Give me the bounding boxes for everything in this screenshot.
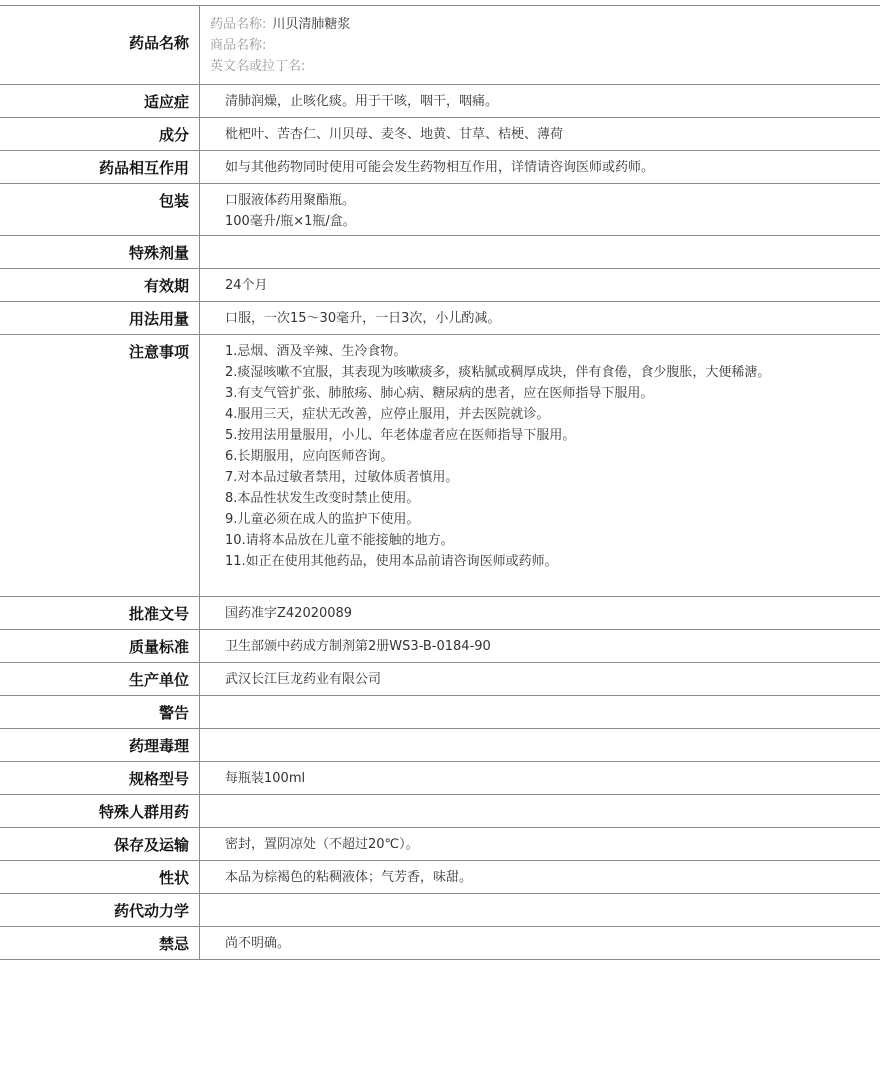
info-row-label: 保存及运输 (0, 828, 200, 860)
info-row-label: 药理毒理 (0, 729, 200, 761)
info-row-value (200, 335, 880, 596)
info-row (0, 795, 880, 828)
info-row-value (200, 729, 880, 761)
info-row-text: 100毫升/瓶×1瓶/盒。 (225, 214, 356, 229)
info-row-value (200, 894, 880, 926)
info-row-text: 24个月 (225, 278, 268, 293)
info-row-label: 特殊人群用药 (0, 795, 200, 827)
info-row-text: 口服，一次15～30毫升，一日3次，小儿酌减。 (225, 311, 501, 326)
drug-info-table (0, 5, 880, 960)
info-row-label: 禁忌 (0, 927, 200, 959)
info-row-value (200, 151, 880, 183)
info-row (0, 269, 880, 302)
info-row-label: 性状 (0, 861, 200, 893)
info-row-value (200, 795, 880, 827)
info-row-value (200, 861, 880, 893)
info-row (0, 184, 880, 236)
info-row-value (200, 828, 880, 860)
info-row-label: 成分 (0, 118, 200, 150)
info-row-value (200, 236, 880, 268)
info-row-label: 质量标准 (0, 630, 200, 662)
info-row-value (200, 184, 880, 235)
info-row-text: 每瓶装100ml (225, 771, 306, 786)
info-row (0, 118, 880, 151)
info-row-text: 3.有支气管扩张、肺脓疡、肺心病、糖尿病的患者，应在医师指导下服用。 (225, 386, 654, 401)
info-row-text: 9.儿童必须在成人的监护下使用。 (225, 512, 420, 527)
info-row-text: 如与其他药物同时使用可能会发生药物相互作用，详情请咨询医师或药师。 (225, 160, 655, 175)
info-row (0, 729, 880, 762)
info-row (0, 927, 880, 960)
info-row-value (200, 302, 880, 334)
info-row-value (200, 630, 880, 662)
info-row-value (200, 696, 880, 728)
info-row (0, 302, 880, 335)
info-row-text: 2.痰湿咳嗽不宜服，其表现为咳嗽痰多，痰粘腻或稠厚成块，伴有食倦，食少腹胀，大便稀溏。 (225, 365, 771, 380)
info-row (0, 597, 880, 630)
info-row-value (200, 118, 880, 150)
info-row-label: 规格型号 (0, 762, 200, 794)
info-row-label: 特殊剂量 (0, 236, 200, 268)
info-row-label: 适应症 (0, 85, 200, 117)
info-row-value (200, 85, 880, 117)
info-row-label: 包装 (0, 184, 200, 235)
info-row (0, 663, 880, 696)
info-row-label: 有效期 (0, 269, 200, 301)
info-row (0, 828, 880, 861)
info-row (0, 151, 880, 184)
info-row-text: 枇杷叶、苦杏仁、川贝母、麦冬、地黄、甘草、桔梗、薄荷 (225, 127, 564, 142)
info-row-label: 药品相互作用 (0, 151, 200, 183)
info-row-text: 7.对本品过敏者禁用，过敏体质者慎用。 (225, 470, 459, 485)
info-row (0, 696, 880, 729)
info-row-text: 清肺润燥，止咳化痰。用于干咳，咽干，咽痛。 (225, 94, 499, 109)
english-name-key: 英文名或拉丁名: (210, 59, 306, 74)
info-row-text: 尚不明确。 (225, 936, 291, 951)
info-row (0, 85, 880, 118)
info-row-value (200, 927, 880, 959)
info-row (0, 335, 880, 597)
english-name-line (210, 56, 870, 77)
info-row-text: 5.按用法用量服用，小儿、年老体虚者应在医师指导下服用。 (225, 428, 576, 443)
info-row-label: 用法用量 (0, 302, 200, 334)
info-row-label: 警告 (0, 696, 200, 728)
info-row-text: 武汉长江巨龙药业有限公司 (225, 672, 382, 687)
info-row-value (200, 663, 880, 695)
info-row (0, 894, 880, 927)
trade-name-key: 商品名称: (210, 38, 267, 53)
info-row-text: 密封，置阴凉处（不超过20℃）。 (225, 837, 419, 852)
generic-name-value: 川贝清肺糖浆 (272, 17, 351, 32)
drug-name-row (0, 6, 880, 85)
info-row-text: 1.忌烟、酒及辛辣、生冷食物。 (225, 344, 407, 359)
info-row-text: 10.请将本品放在儿童不能接触的地方。 (225, 533, 454, 548)
info-row-text: 6.长期服用，应向医师咨询。 (225, 449, 394, 464)
info-row (0, 630, 880, 663)
info-row-value (200, 269, 880, 301)
info-row (0, 861, 880, 894)
info-row-text: 8.本品性状发生改变时禁止使用。 (225, 491, 420, 506)
drug-name-value (200, 6, 880, 84)
info-row-label: 生产单位 (0, 663, 200, 695)
info-row-text: 11.如正在使用其他药品，使用本品前请咨询医师或药师。 (225, 554, 558, 569)
trade-name-line (210, 35, 870, 56)
generic-name-line (210, 14, 870, 35)
info-row (0, 236, 880, 269)
info-rows (0, 85, 880, 960)
info-row-value (200, 762, 880, 794)
info-row-label: 注意事项 (0, 335, 200, 596)
info-row-label: 药代动力学 (0, 894, 200, 926)
generic-name-key: 药品名称: (210, 17, 267, 32)
info-row-text: 4.服用三天，症状无改善，应停止服用，并去医院就诊。 (225, 407, 550, 422)
drug-name-label: 药品名称 (0, 6, 200, 84)
info-row-label: 批准文号 (0, 597, 200, 629)
info-row-text: 口服液体药用聚酯瓶。 (225, 193, 356, 208)
info-row (0, 762, 880, 795)
info-row-text: 国药准字Z42020089 (225, 606, 353, 621)
info-row-text: 本品为棕褐色的粘稠液体；气芳香，味甜。 (225, 870, 473, 885)
info-row-text: 卫生部颁中药成方制剂第2册WS3-B-0184-90 (225, 639, 491, 654)
info-row-value (200, 597, 880, 629)
